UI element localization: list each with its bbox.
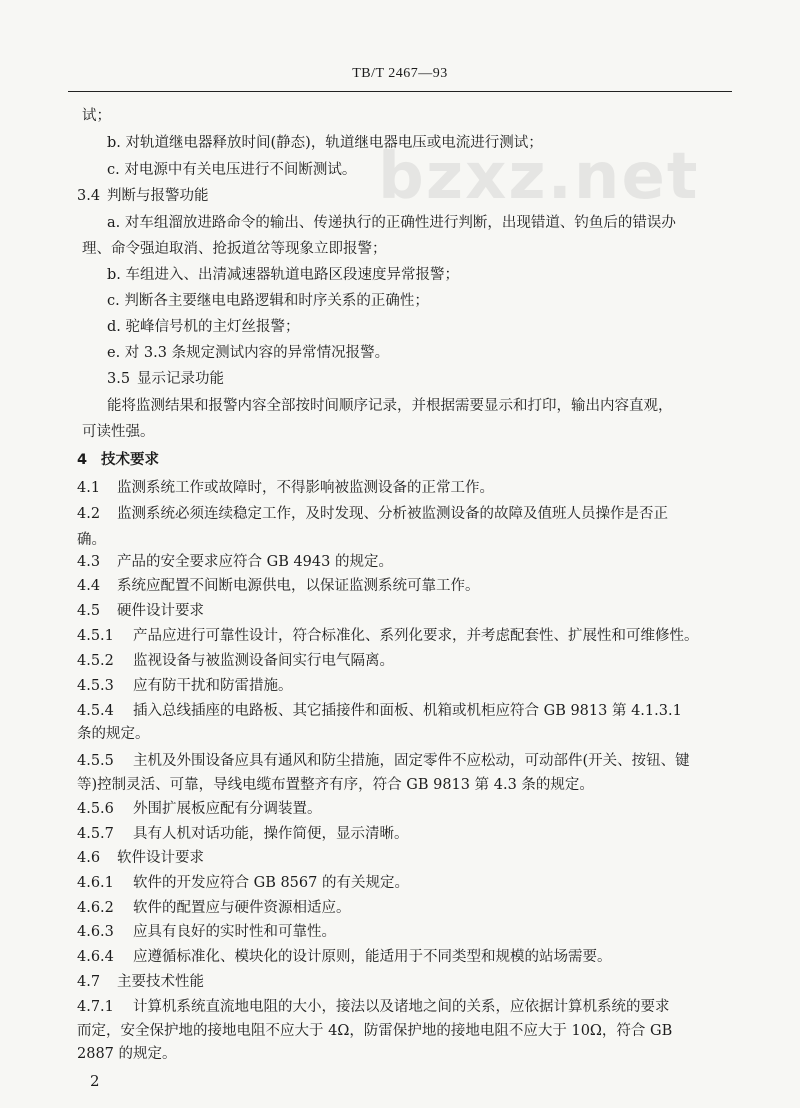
section-text: 产品的安全要求应符合 GB 4943 的规定。 <box>117 554 393 570</box>
section-number: 4.7.1 <box>77 999 114 1015</box>
section-number: 4.1 <box>77 480 101 496</box>
section-number: 4.5.4 <box>77 703 114 719</box>
section-text: 具有人机对话功能，操作简便，显示清晰。 <box>133 826 409 842</box>
text-line: c. 判断各主要继电电路逻辑和时序关系的正确性； <box>107 293 429 309</box>
section-number: 4.5.6 <box>77 801 114 817</box>
watermark: bzxz.net <box>378 140 700 214</box>
text-line: 而定，安全保护地的接地电阻不应大于 4Ω，防雷保护地的接地电阻不应大于 10Ω，符合 GB <box>77 1023 673 1039</box>
section-text: 应遵循标准化、模块化的设计原则，能适用于不同类型和规模的站场需要。 <box>133 949 612 965</box>
section-number: 4 <box>77 452 88 468</box>
text-line: 等)控制灵活、可靠，导线电缆布置整齐有序，符合 GB 9813 第 4.3 条的规定。 <box>77 777 594 793</box>
section-text: 监测系统必须连续稳定工作，及时发现、分析被监测设备的故障及值班人员操作是否正 <box>117 506 668 522</box>
section-text: 监测系统工作或故障时，不得影响被监测设备的正常工作。 <box>117 480 494 496</box>
text-line: 能将监测结果和报警内容全部按时间顺序记录，并根据需要显示和打印，输出内容直观， <box>107 398 673 414</box>
text-line: e. 对 3.3 条规定测试内容的异常情况报警。 <box>107 345 390 361</box>
section-text: 系统应配置不间断电源供电，以保证监测系统可靠工作。 <box>117 578 480 594</box>
section-text: 应有防干扰和防雷措施。 <box>133 678 293 694</box>
section-number: 4.5.5 <box>77 753 114 769</box>
text-line: b. 对轨道继电器释放时间(静态)，轨道继电器电压或电流进行测试； <box>107 135 543 151</box>
section-number: 4.6.3 <box>77 924 114 940</box>
section-title: 硬件设计要求 <box>117 603 204 619</box>
page-number: 2 <box>90 1072 100 1090</box>
section-number: 3.4 <box>77 188 101 204</box>
section-number: 4.6 <box>77 850 101 866</box>
section-text: 软件的配置应与硬件资源相适应。 <box>133 900 351 916</box>
section-text: 计算机系统直流地电阻的大小，接法以及诸地之间的关系，应依据计算机系统的要求 <box>133 999 670 1015</box>
section-title: 主要技术性能 <box>117 974 204 990</box>
text-line: 理、命令强迫取消、抢扳道岔等现象立即报警； <box>82 241 387 257</box>
section-text: 软件的开发应符合 GB 8567 的有关规定。 <box>133 875 409 891</box>
text-line: c. 对电源中有关电压进行不间断测试。 <box>107 162 357 178</box>
section-text: 应具有良好的实时性和可靠性。 <box>133 924 336 940</box>
section-title: 判断与报警功能 <box>107 188 209 204</box>
section-number: 4.6.2 <box>77 900 114 916</box>
text-line: 2887 的规定。 <box>77 1046 177 1062</box>
header-rule <box>68 91 732 92</box>
section-number: 4.5.1 <box>77 628 114 644</box>
text-line: b. 车组进入、出清减速器轨道电路区段速度异常报警； <box>107 267 459 283</box>
section-title: 软件设计要求 <box>117 850 204 866</box>
text-line: 可读性强。 <box>82 424 155 440</box>
section-number: 4.2 <box>77 506 101 522</box>
section-text: 监视设备与被监测设备间实行电气隔离。 <box>133 653 394 669</box>
section-number: 4.5.2 <box>77 653 114 669</box>
section-title: 显示记录功能 <box>137 371 224 387</box>
section-number: 4.5 <box>77 603 101 619</box>
section-number: 4.4 <box>77 578 101 594</box>
text-line: a. 对车组溜放进路命令的输出、传递执行的正确性进行判断，出现错道、钓鱼后的错误办 <box>107 215 676 231</box>
section-text: 主机及外围设备应具有通风和防尘措施，固定零件不应松动，可动部件(开关、按钮、键 <box>133 753 690 769</box>
section-number: 4.6.4 <box>77 949 114 965</box>
text-line: 试； <box>82 108 111 124</box>
section-number: 4.5.3 <box>77 678 114 694</box>
text-line: d. 驼峰信号机的主灯丝报警； <box>107 319 300 335</box>
standard-code-header: TB/T 2467—93 <box>352 66 448 81</box>
section-text: 插入总线插座的电路板、其它插接件和面板、机箱或机柜应符合 GB 9813 第 4.1.3.1 <box>133 703 682 719</box>
section-title: 技术要求 <box>101 452 159 468</box>
text-line: 条的规定。 <box>77 726 150 742</box>
section-text: 产品应进行可靠性设计，符合标准化、系列化要求，并考虑配套性、扩展性和可维修性。 <box>133 628 699 644</box>
section-text: 外围扩展板应配有分调装置。 <box>133 801 322 817</box>
section-number: 3.5 <box>107 371 131 387</box>
section-number: 4.3 <box>77 554 101 570</box>
section-number: 4.7 <box>77 974 101 990</box>
section-number: 4.6.1 <box>77 875 114 891</box>
section-number: 4.5.7 <box>77 826 114 842</box>
text-line: 确。 <box>77 532 106 548</box>
